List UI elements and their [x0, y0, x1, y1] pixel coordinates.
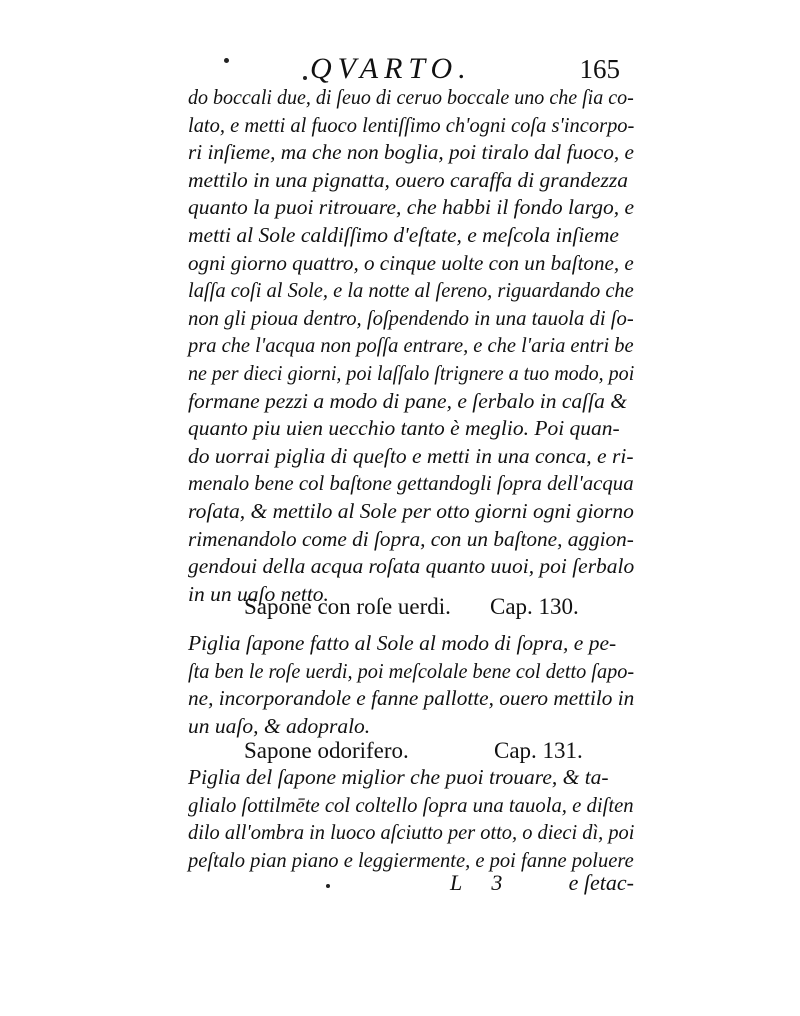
recipe-130-heading — [244, 592, 604, 622]
text-line: quanto la puoi ritrouare, che habbi il fondo largo, e — [188, 195, 635, 220]
text-line: in un uaſo netto. — [188, 581, 329, 606]
recipe-title: Sapone con roſe uerdi. — [244, 594, 451, 619]
text-line: metti al Sole caldiſſimo d'eſtate, e meſcola inſieme — [188, 222, 619, 247]
recipe-130-body — [188, 630, 634, 740]
recipe-131-body — [188, 764, 634, 874]
text-line: pra che l'acqua non poſſa entrare, e che l'aria entri be — [188, 333, 634, 358]
ink-speck — [326, 884, 330, 888]
text-line: lato, e metti al fuoco lentiſſimo ch'ogni coſa s'incorpo- — [188, 112, 635, 137]
catchword: e ſetac- — [568, 870, 634, 895]
text-line: peſtalo pian piano e leggiermente, e poi fanne poluere — [188, 847, 634, 872]
text-line: gendoui della acqua roſata quanto uuoi, poi ſerbalo — [188, 554, 635, 579]
recipe-129-continuation — [188, 84, 634, 608]
chapter-number: Cap. 130. — [490, 594, 579, 619]
text-line: quanto piu uien uecchio tanto è meglio. Poi quan- — [188, 416, 620, 441]
text-line: glialo ſottilmēte col coltello ſopra una tauola, e diſten — [188, 792, 634, 817]
text-line: ne per dieci giorni, poi laſſalo ſtrignere a tuo modo, poi — [188, 360, 635, 385]
text-line: non gli pioua dentro, ſoſpendendo in una tauola di ſo- — [188, 305, 634, 330]
text-line: do uorrai piglia di queſto e metti in una conca, e ri- — [188, 443, 634, 468]
page-header — [190, 50, 630, 86]
text-line: Piglia ſapone fatto al Sole al modo di ſopra, e pe- — [188, 631, 617, 655]
signature-mark: L 3 — [450, 870, 515, 895]
running-head: QVARTO. — [310, 52, 472, 85]
text-line: Piglia del ſapone miglior che puoi trouare, & ta- — [188, 765, 609, 789]
text-line: ri inſieme, ma che non boglia, poi tiralo dal fuoco, e — [188, 140, 634, 165]
text-line: ogni giorno quattro, o cinque uolte con un baſtone, e — [188, 250, 634, 275]
text-line: ſta ben le roſe uerdi, poi meſcolale bene col detto ſapo- — [188, 658, 635, 683]
text-line: do boccali due, di ſeuo di ceruo boccale uno che ſia co- — [188, 85, 634, 109]
recipe-131-heading — [244, 736, 604, 766]
text-line: ne, incorporandole e fanne pallotte, ouero mettilo in — [188, 686, 635, 711]
text-line: mettilo in una pignatta, ouero caraffa di grandezza — [188, 167, 628, 192]
text-line: formane pezzi a modo di pane, e ſerbalo in caſſa & — [188, 388, 627, 413]
text-line: rimenandolo come di ſopra, con un baſtone, aggion- — [188, 526, 634, 551]
text-line: un uaſo, & adopralo. — [188, 713, 371, 738]
text-line: menalo bene col baſtone gettandogli ſopra dell'acqua — [188, 471, 634, 496]
page-number: 165 — [579, 54, 620, 84]
page-footer — [188, 870, 634, 900]
recipe-title: Sapone odorifero. — [244, 738, 409, 763]
text-line: roſata, & mettilo al Sole per otto giorni ogni giorno — [188, 498, 634, 523]
chapter-number: Cap. 131. — [494, 738, 583, 763]
text-line: dilo all'ombra in luoco aſciutto per otto, o dieci dì, poi — [188, 820, 635, 845]
text-line: laſſa coſi al Sole, e la notte al ſereno, riguardando che — [188, 278, 634, 303]
